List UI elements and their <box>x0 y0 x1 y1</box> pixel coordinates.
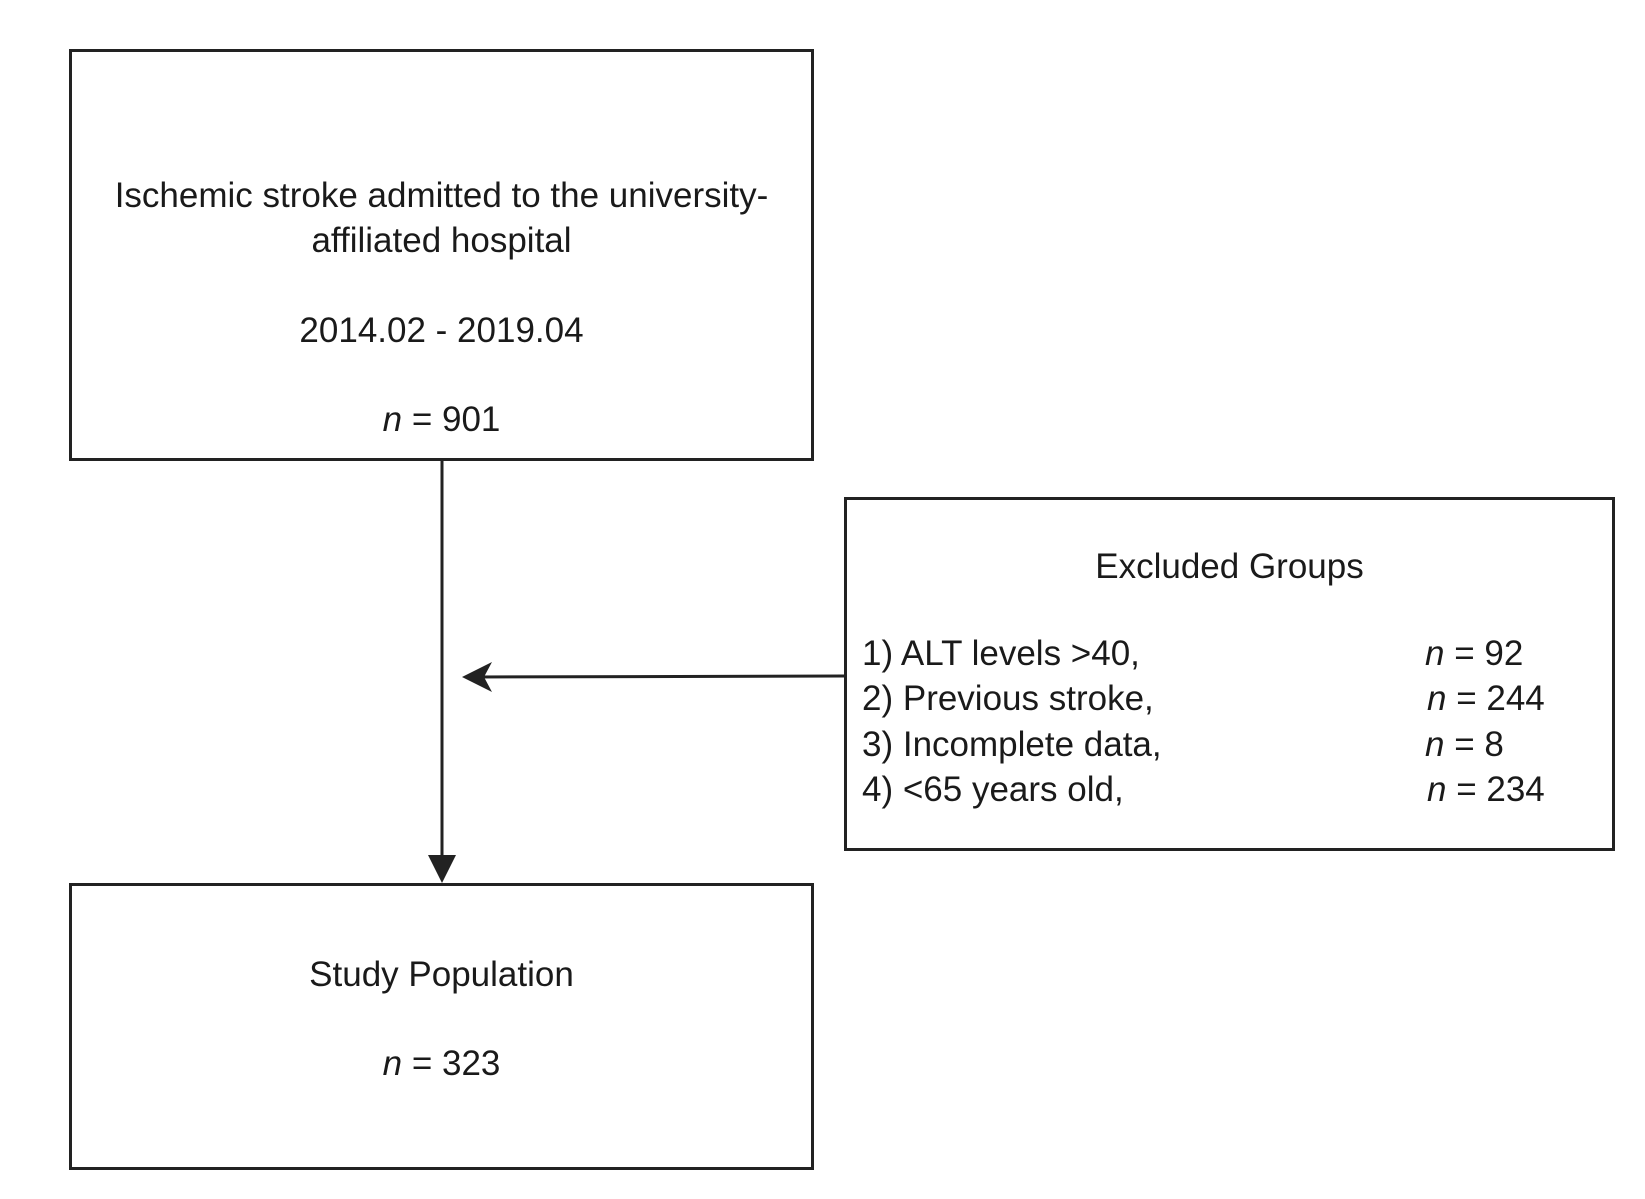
n-value: = 901 <box>411 400 501 439</box>
source-population-box <box>69 49 814 461</box>
n-symbol: n <box>1427 679 1447 718</box>
source-date-range: 2014.02 - 2019.04 <box>299 311 584 350</box>
source-title-line2: affiliated hospital <box>311 221 572 260</box>
source-title-line1: Ischemic stroke admitted to the university- <box>114 176 769 215</box>
n-symbol: n <box>1425 634 1445 673</box>
excluded-groups-box <box>844 497 1615 851</box>
exclusion-arrowhead <box>462 662 492 692</box>
excluded-item-label: 1) ALT levels >40, <box>862 634 1140 673</box>
study-population-count <box>72 1041 811 1086</box>
n-value: = 323 <box>411 1044 501 1083</box>
excluded-item-count <box>1425 631 1523 676</box>
excluded-item-label: 4) <65 years old, <box>862 770 1124 809</box>
excluded-item-label: 3) Incomplete data, <box>862 725 1162 764</box>
excluded-item-count <box>1425 722 1504 767</box>
exclusion-line <box>475 676 844 677</box>
n-value: = 92 <box>1454 634 1524 673</box>
source-count <box>72 397 811 442</box>
n-symbol: n <box>1425 725 1445 764</box>
n-symbol: n <box>382 1044 403 1083</box>
excluded-item-count <box>1427 767 1545 812</box>
excluded-item-count <box>1427 676 1545 721</box>
n-symbol: n <box>1427 770 1447 809</box>
n-value: = 234 <box>1456 770 1545 809</box>
study-population-title: Study Population <box>309 955 574 994</box>
n-symbol: n <box>382 400 403 439</box>
n-value: = 244 <box>1456 679 1545 718</box>
study-population-box <box>69 883 814 1170</box>
excluded-title: Excluded Groups <box>1095 547 1364 586</box>
n-value: = 8 <box>1454 725 1504 764</box>
main-flow-arrowhead <box>428 855 456 883</box>
excluded-item-label: 2) Previous stroke, <box>862 679 1154 718</box>
